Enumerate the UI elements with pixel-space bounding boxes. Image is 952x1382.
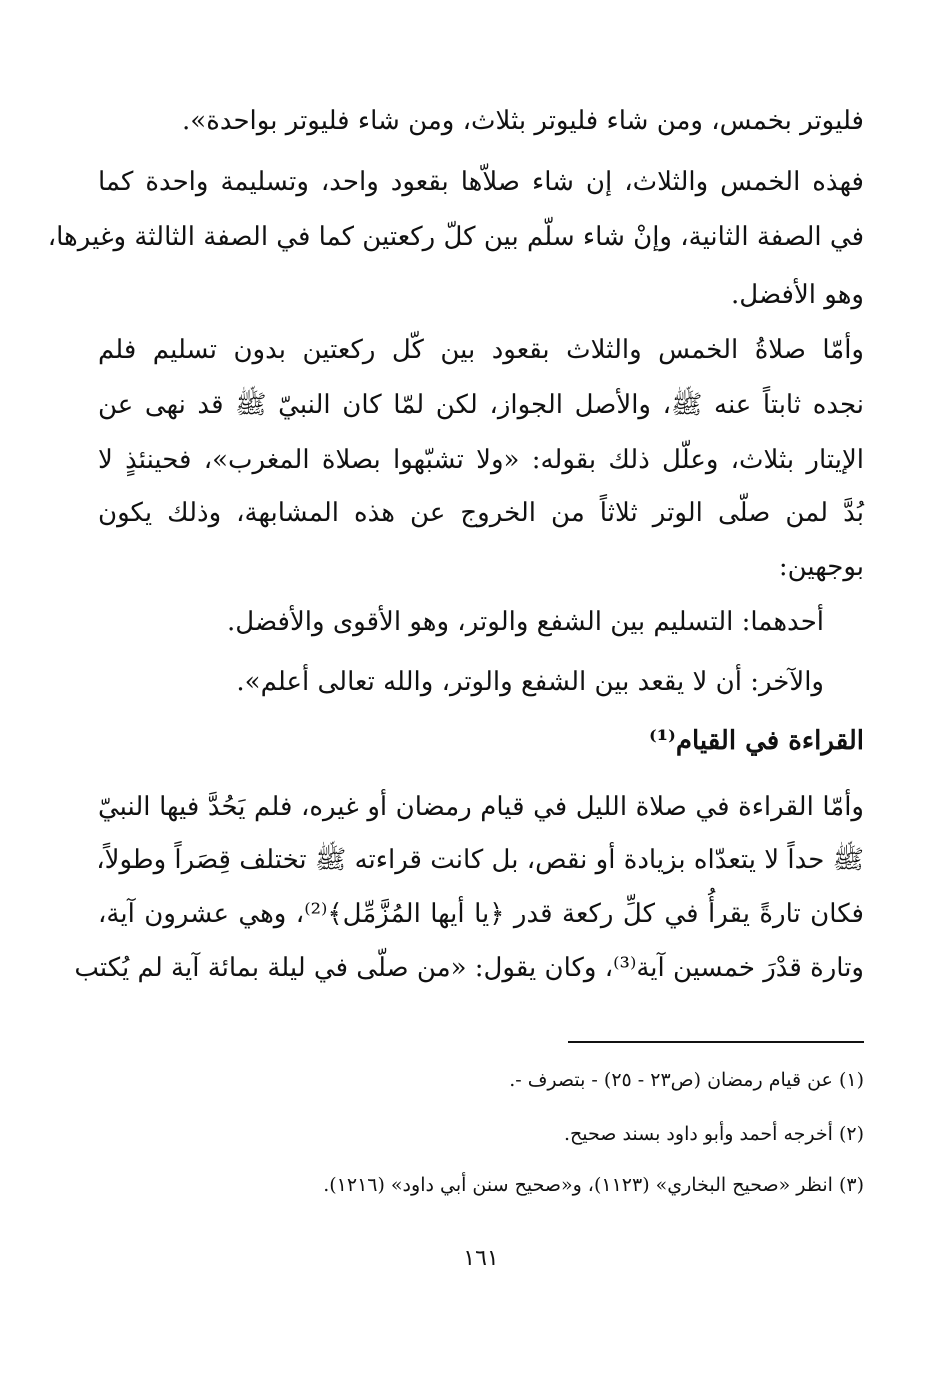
text-line: وأمّا القراءة في صلاة الليل في قيام رمضان أو غيره، فلم يَحُدَّ فيها النبيّ — [98, 792, 864, 822]
text-line: الإيتار بثلاث، وعلّل ذلك بقوله: «ولا تشبّهوا بصلاة المغرب»، فحينئذٍ لا — [98, 445, 864, 475]
footnote: (١) عن قيام رمضان (ص٢٣ - ٢٥) - بتصرف -. — [509, 1069, 864, 1091]
page — [47, 0, 864, 1382]
footnote: (٣) انظر «صحيح البخاري» (١١٢٣)، و«صحيح سنن أبي داود» (١٢١٦). — [323, 1174, 864, 1196]
footnote-separator — [568, 1041, 864, 1043]
text-line: وأمّا صلاةُ الخمس والثلاث بقعود بين كّل ركعتين بدون تسليم فلم — [98, 335, 864, 365]
text-line: في الصفة الثانية، وإنْ شاء سلّم بين كلّ ركعتين كما في الصفة الثالثة وغيرها، — [47, 222, 864, 252]
text-line: فهذه الخمس والثلاث، إن شاء صلاّها بقعود واحد، وتسليمة واحدة كما — [98, 167, 864, 197]
text-line: وتارة قدْرَ خمسين آية⁽³⁾، وكان يقول: «من صلّى في ليلة بمائة آية لم يُكتب — [74, 953, 864, 983]
text-line: وهو الأفضل. — [731, 280, 864, 310]
text-line: نجده ثابتاً عنه ﷺ، والأصل الجواز، لكن لمّا كان النبيّ ﷺ قد نهى عن — [98, 390, 864, 420]
text-line: أحدهما: التسليم بين الشفع والوتر، وهو الأقوى والأفضل. — [227, 607, 824, 637]
text-line: فليوتر بخمس، ومن شاء فليوتر بثلاث، ومن شاء فليوتر بواحدة». — [182, 106, 864, 136]
text-line: بوجهين: — [778, 552, 864, 582]
footnote: (٢) أخرجه أحمد وأبو داود بسند صحيح. — [563, 1123, 864, 1145]
text-line: بُدَّ لمن صلّى الوتر ثلاثاً من الخروج عن هذه المشابهة، وذلك يكون — [98, 498, 864, 528]
text-line: والآخر: أن لا يقعد بين الشفع والوتر، والله تعالى أعلم». — [236, 667, 824, 697]
section-heading: القراءة في القيام⁽¹⁾ — [649, 726, 864, 756]
text-line: ﷺ حداً لا يتعدّاه بزيادة أو نقص، بل كانت قراءته ﷺ تختلف قِصَراً وطولاً، — [96, 845, 864, 875]
text-line: فكان تارةً يقرأُ في كلِّ ركعة قدر ﴿يا أيها المُزَّمِّل﴾⁽²⁾، وهي عشرون آية، — [98, 899, 864, 929]
page-number: ١٦١ — [463, 1246, 499, 1271]
